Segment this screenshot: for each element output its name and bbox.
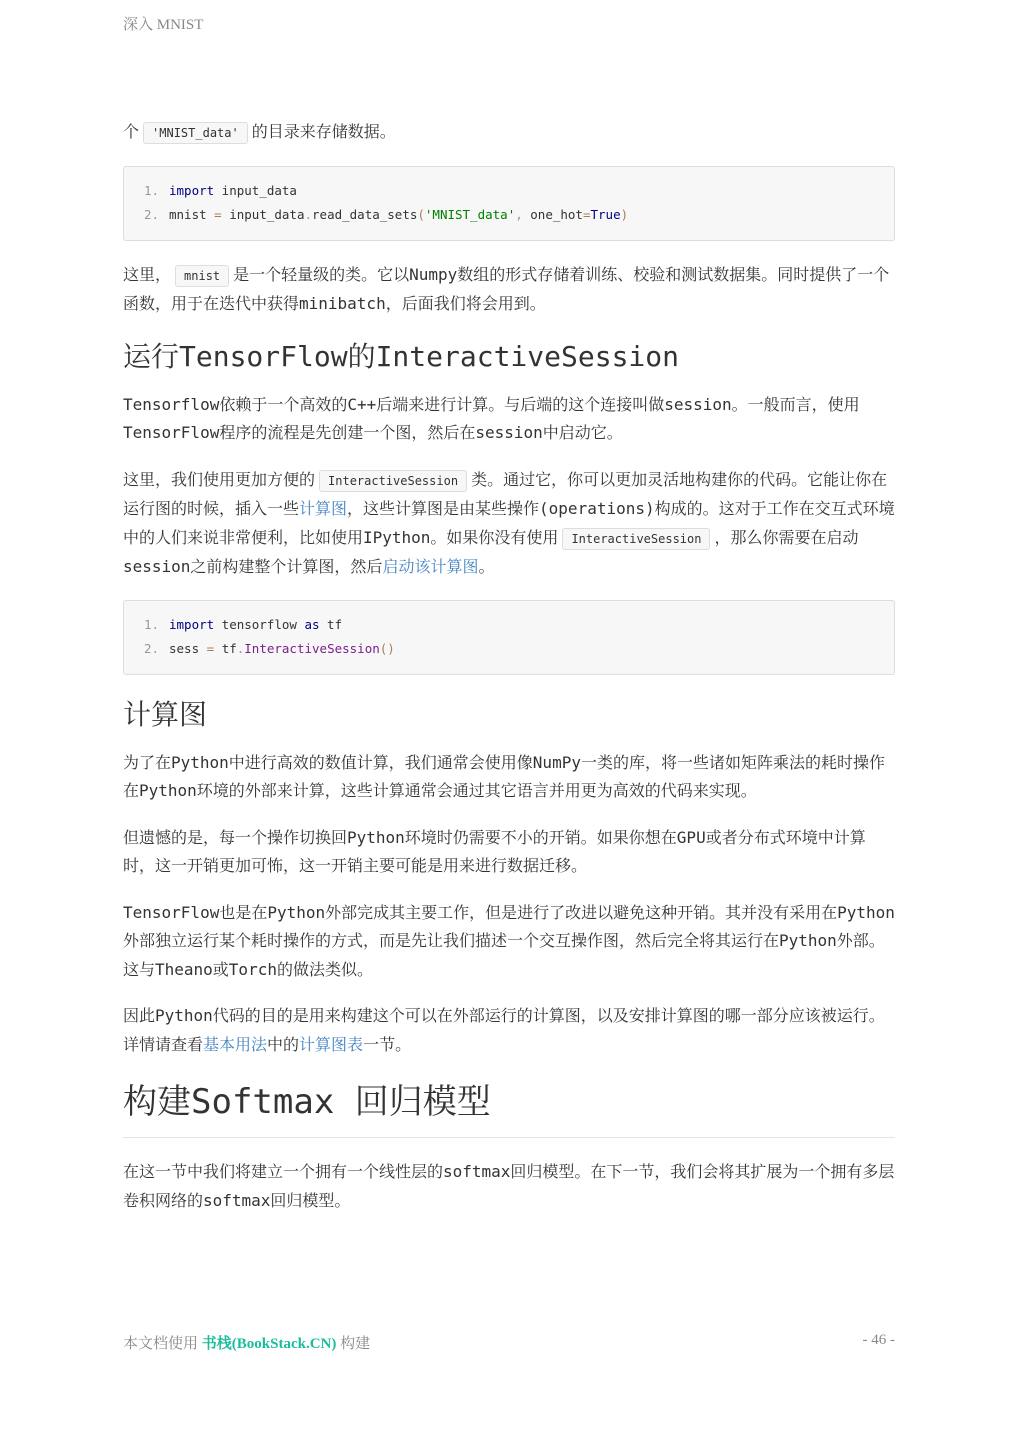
page-footer (123, 1332, 895, 1353)
inline-code: InteractiveSession (319, 470, 467, 492)
keyword: as (304, 616, 320, 632)
text: 这里，我们使用更加方便的 (123, 469, 316, 489)
punctuation: . (304, 207, 313, 222)
code-text: tf (319, 616, 343, 632)
paragraph-numpy: 为了在Python中进行高效的数值计算，我们通常会使用像NumPy一类的库，将一些诸如矩阵乘法的耗时操作在Python环境的外部来计算，这些计算通常会通过其它语言并用更为高效的代码来实现。 (123, 752, 885, 800)
code-text: read_data_sets (312, 207, 418, 222)
inline-code: mnist (175, 265, 229, 287)
code-line (124, 637, 894, 662)
paragraph-overhead: 但遗憾的是，每一个操作切换回Python环境时仍需要不小的开销。如果你想在GPU或者分布式环境中计算时，这一开销更加可怖，这一开销主要可能是用来进行数据迁移。 (123, 827, 866, 875)
function-name: InteractiveSession (244, 641, 380, 656)
text: ，这些计算图是由某些操作(operations)构成的。这对于工作在交互式环境中的人们来说非常便利，比如使用IPython。如果你没有使用 (123, 499, 895, 547)
keyword: True (590, 207, 621, 222)
heading-softmax-model: 构建Softmax 回归模型 (123, 1077, 895, 1138)
link-basic-usage[interactable]: 基本用法 (203, 1034, 268, 1054)
line-number: 2. (143, 641, 159, 656)
line-number: 2. (143, 207, 159, 222)
paragraph-mnist-dir (123, 118, 895, 148)
operator: = (206, 641, 215, 656)
line-number: 1. (143, 182, 159, 198)
page-header: 深入 MNIST (123, 17, 204, 33)
code-text: input_data (221, 207, 305, 222)
paragraph-interactive-session (123, 466, 895, 582)
footer-text: 构建 (340, 1336, 371, 1352)
text: ，那么你需要在启动session之前构建整个计算图，然后 (123, 527, 859, 576)
link-graph-chart[interactable]: 计算图表 (299, 1034, 364, 1054)
inline-code: 'MNIST_data' (143, 122, 248, 144)
code-text: one_hot (522, 207, 583, 222)
text: 中的 (267, 1034, 300, 1054)
text: 是一个轻量级的类。它以Numpy数组的形式存储着训练、校验和测试数据集。同时提供了一个函数，用于在迭代中获得minibatch，后面我们将会用到。 (123, 264, 890, 313)
text: 。 (478, 557, 495, 576)
code-line (124, 203, 894, 228)
code-text: sess (169, 641, 207, 656)
heading-interactive-session: 运行TensorFlow的InteractiveSession (123, 339, 680, 373)
paragraph-tensorflow-backend: Tensorflow依赖于一个高效的C++后端来进行计算。与后端的这个连接叫做session。一般而言，使用TensorFlow程序的流程是先创建一个图，然后在session中启动它。 (123, 394, 860, 442)
document-content (123, 118, 895, 1233)
text: 个 (123, 122, 140, 141)
operator: = (582, 207, 591, 222)
string: 'MNIST_data' (424, 207, 516, 222)
punctuation: () (379, 641, 395, 656)
text: 类。通过它，你可以更加灵活地构建你的代码。它能让你在运行图的时候，插入一些 (123, 469, 888, 518)
inline-code: InteractiveSession (562, 528, 710, 550)
punctuation: ) (620, 207, 629, 222)
line-number: 1. (143, 616, 159, 632)
code-text: mnist (169, 207, 215, 222)
footer-text: 本文档使用 (123, 1336, 199, 1352)
operator: = (214, 207, 222, 222)
code-text: tf (214, 641, 237, 656)
keyword: import (169, 182, 215, 198)
page-number: - 46 - (862, 1332, 895, 1348)
paragraph-softmax-intro: 在这一节中我们将建立一个拥有一个线性层的softmax回归模型。在下一节，我们会将其扩展为一个拥有多层卷积网络的softmax回归模型。 (123, 1162, 895, 1210)
paragraph-tensorflow-outside: TensorFlow也是在Python外部完成其主要工作，但是进行了改进以避免这种开销。其并没有采用在Python外部独立运行某个耗时操作的方式，而是先让我们描述一个交互操作图，然后完全将其运行在Python外部。这与Theano或Torch的做法类似。 (123, 902, 895, 979)
code-text: input_data (214, 182, 297, 198)
link-launch-graph[interactable]: 启动该计算图 (382, 557, 479, 576)
text: 的目录来存储数据。 (251, 122, 396, 141)
code-text: tensorflow (214, 616, 305, 632)
code-line (124, 613, 894, 638)
code-block-input-data (123, 166, 895, 241)
punctuation: . (236, 641, 245, 656)
text: 一节。 (363, 1034, 412, 1054)
link-computation-graph[interactable]: 计算图 (299, 499, 348, 518)
text: 因此Python代码的目的是用来构建这个可以在外部运行的计算图，以及安排计算图的哪一部分应该被运行。详情请查看 (123, 1006, 885, 1054)
punctuation: ( (417, 207, 425, 222)
keyword: import (169, 616, 215, 632)
text: 这里， (123, 264, 172, 284)
paragraph-python-purpose (123, 1002, 895, 1059)
heading-computation-graph: 计算图 (123, 697, 208, 731)
paragraph-mnist-class (123, 261, 895, 319)
code-block-session (123, 600, 895, 675)
code-line (124, 179, 894, 204)
punctuation: , (515, 207, 523, 222)
bookstack-link[interactable]: 书栈(BookStack.CN) (201, 1336, 337, 1352)
